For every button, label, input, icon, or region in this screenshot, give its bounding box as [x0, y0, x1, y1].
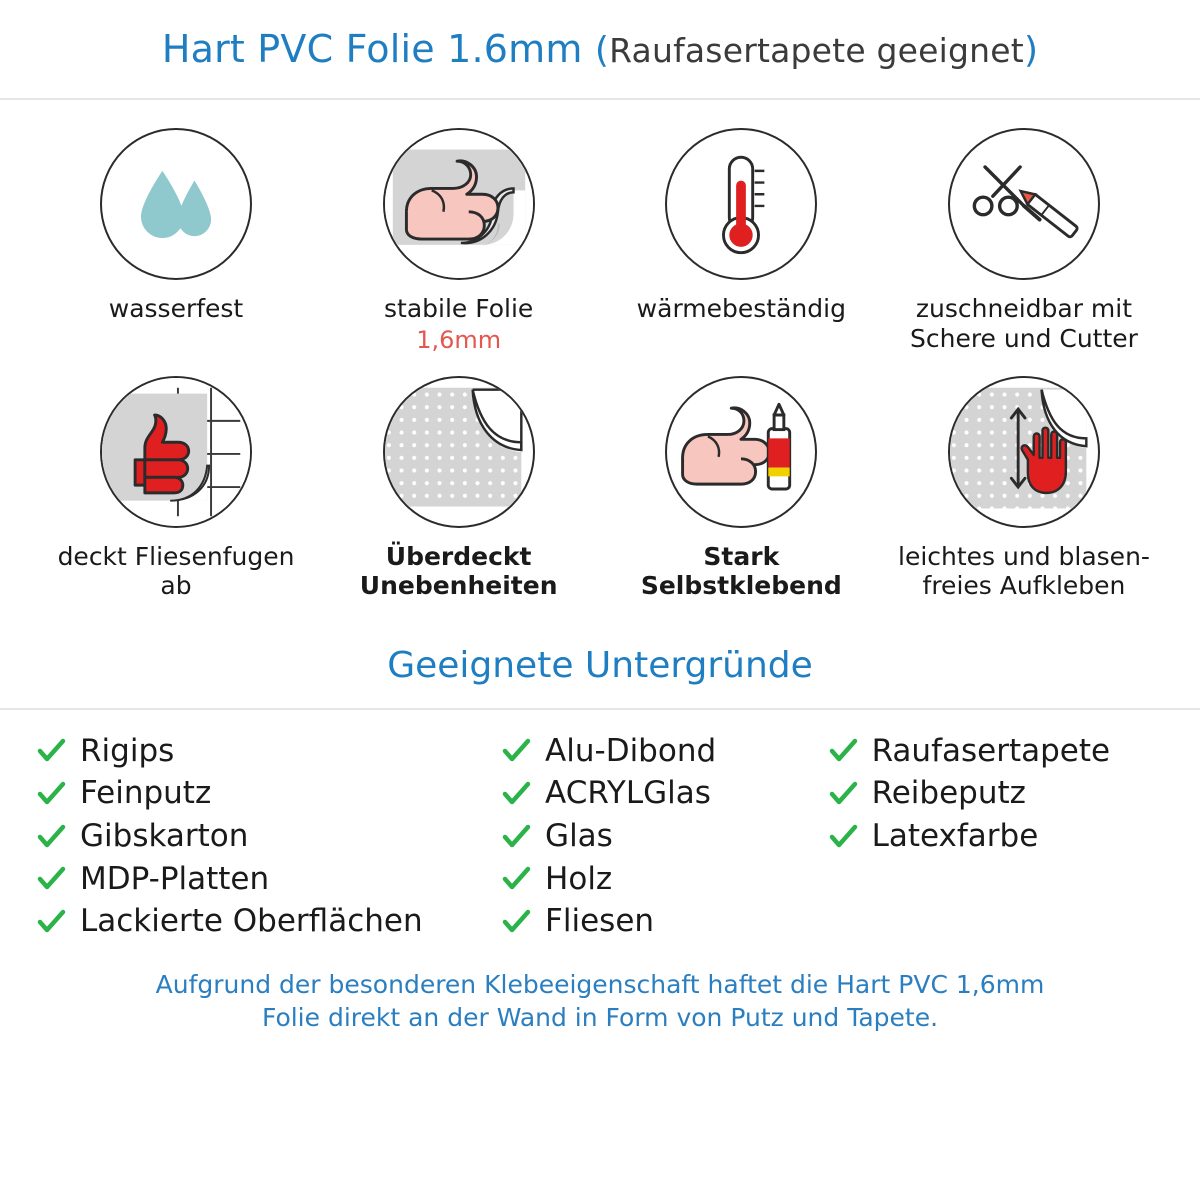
check-icon [828, 736, 858, 766]
list-item-label: Fliesen [545, 903, 655, 940]
check-icon [36, 822, 66, 852]
list-item [501, 860, 828, 900]
section-title-wrap [0, 645, 1200, 710]
feature-zuschneidbar [888, 128, 1160, 354]
feature-label: Überdeckt Unebenheiten [359, 541, 558, 600]
feature-blasenfreies-aufkleben [888, 376, 1160, 601]
feature-ueberdeckt-unebenheiten [323, 376, 595, 601]
feature-grid [0, 100, 1200, 601]
feature-label: leichtes und blasen- freies Aufkleben [898, 541, 1150, 600]
page-title-main: Hart PVC Folie 1.6mm [161, 27, 583, 71]
list-item [36, 774, 501, 814]
feature-stabile-folie [323, 128, 595, 354]
foil-peel-icon [385, 376, 533, 528]
list-item-label: Reibeputz [871, 775, 1026, 812]
strong-arm-foil-icon [385, 128, 533, 280]
check-icon [36, 779, 66, 809]
feature-label: stabile Folie [384, 294, 534, 323]
feature-icon-circle [665, 128, 817, 280]
check-icon [501, 779, 531, 809]
check-icon [501, 736, 531, 766]
scissors-cutter-icon [950, 128, 1098, 280]
feature-label: zuschneidbar mit Schere und Cutter [909, 294, 1138, 353]
feature-icon-circle [383, 128, 535, 280]
check-icon [36, 907, 66, 937]
check-icon [36, 864, 66, 894]
list-item [828, 774, 1164, 814]
feature-stark-selbstklebend [605, 376, 877, 601]
list-item-label: MDP-Platten [80, 860, 270, 897]
list-item-label: Lackierte Oberflächen [80, 903, 423, 940]
substrate-column-1 [36, 732, 501, 942]
list-item-label: Latexfarbe [871, 817, 1039, 854]
footnote-line-2: Folie direkt an der Wand in Form von Putz und Tapete. [261, 1002, 939, 1032]
list-item-label: Rigips [80, 732, 175, 769]
list-item [36, 817, 501, 857]
check-icon [501, 864, 531, 894]
list-item [501, 732, 828, 772]
list-item-label: Glas [545, 817, 613, 854]
list-item-label: Alu-Dibond [545, 732, 717, 769]
list-item-label: Feinputz [80, 775, 212, 812]
substrate-list [0, 710, 1200, 942]
feature-icon-circle [383, 376, 535, 528]
list-item [501, 902, 828, 942]
section-title: Geeignete Untergründe [387, 644, 813, 686]
check-icon [501, 907, 531, 937]
thermometer-icon [667, 128, 815, 280]
feature-icon-circle [948, 376, 1100, 528]
substrate-column-3 [828, 732, 1164, 942]
check-icon [36, 736, 66, 766]
footnote-line-1: Aufgrund der besonderen Klebeeigenschaft haftet die Hart PVC 1,6mm [155, 969, 1045, 999]
list-item-label: Gibskarton [80, 817, 249, 854]
feature-row-1 [40, 128, 1160, 354]
feature-wasserfest [40, 128, 312, 354]
feature-label: wasserfest [108, 294, 244, 323]
list-item [501, 774, 828, 814]
page-title-paren-close: ) [1023, 30, 1039, 71]
feature-icon-circle [100, 128, 252, 280]
list-item [36, 732, 501, 772]
list-item [828, 817, 1164, 857]
feature-icon-circle [100, 376, 252, 528]
feature-icon-circle [665, 376, 817, 528]
check-icon [828, 779, 858, 809]
list-item [36, 902, 501, 942]
footnote [0, 968, 1200, 1034]
thumbs-up-tiles-icon [102, 376, 250, 528]
feature-fliesenfugen [40, 376, 312, 601]
feature-row-2 [40, 376, 1160, 601]
feature-waermebestaendig [605, 128, 877, 354]
substrate-column-2 [501, 732, 828, 942]
feature-sublabel: 1,6mm [416, 325, 502, 354]
feature-label: deckt Fliesenfugen ab [57, 541, 295, 600]
feature-icon-circle [948, 128, 1100, 280]
page-title-sub: Raufasertapete geeignet [609, 31, 1024, 70]
check-icon [828, 822, 858, 852]
list-item-label: Holz [545, 860, 613, 897]
page-title-paren-open: ( [594, 30, 610, 71]
list-item [828, 732, 1164, 772]
page-header [0, 0, 1200, 100]
water-drops-icon [102, 128, 250, 280]
arm-glue-icon [667, 376, 815, 528]
feature-label: Stark Selbstklebend [640, 541, 842, 600]
hand-smooth-icon [950, 376, 1098, 528]
list-item-label: Raufasertapete [871, 732, 1111, 769]
list-item [501, 817, 828, 857]
list-item-label: ACRYLGlas [545, 775, 711, 812]
list-item [36, 860, 501, 900]
page-title [162, 27, 1038, 71]
check-icon [501, 822, 531, 852]
feature-label: wärmebeständig [636, 294, 846, 323]
